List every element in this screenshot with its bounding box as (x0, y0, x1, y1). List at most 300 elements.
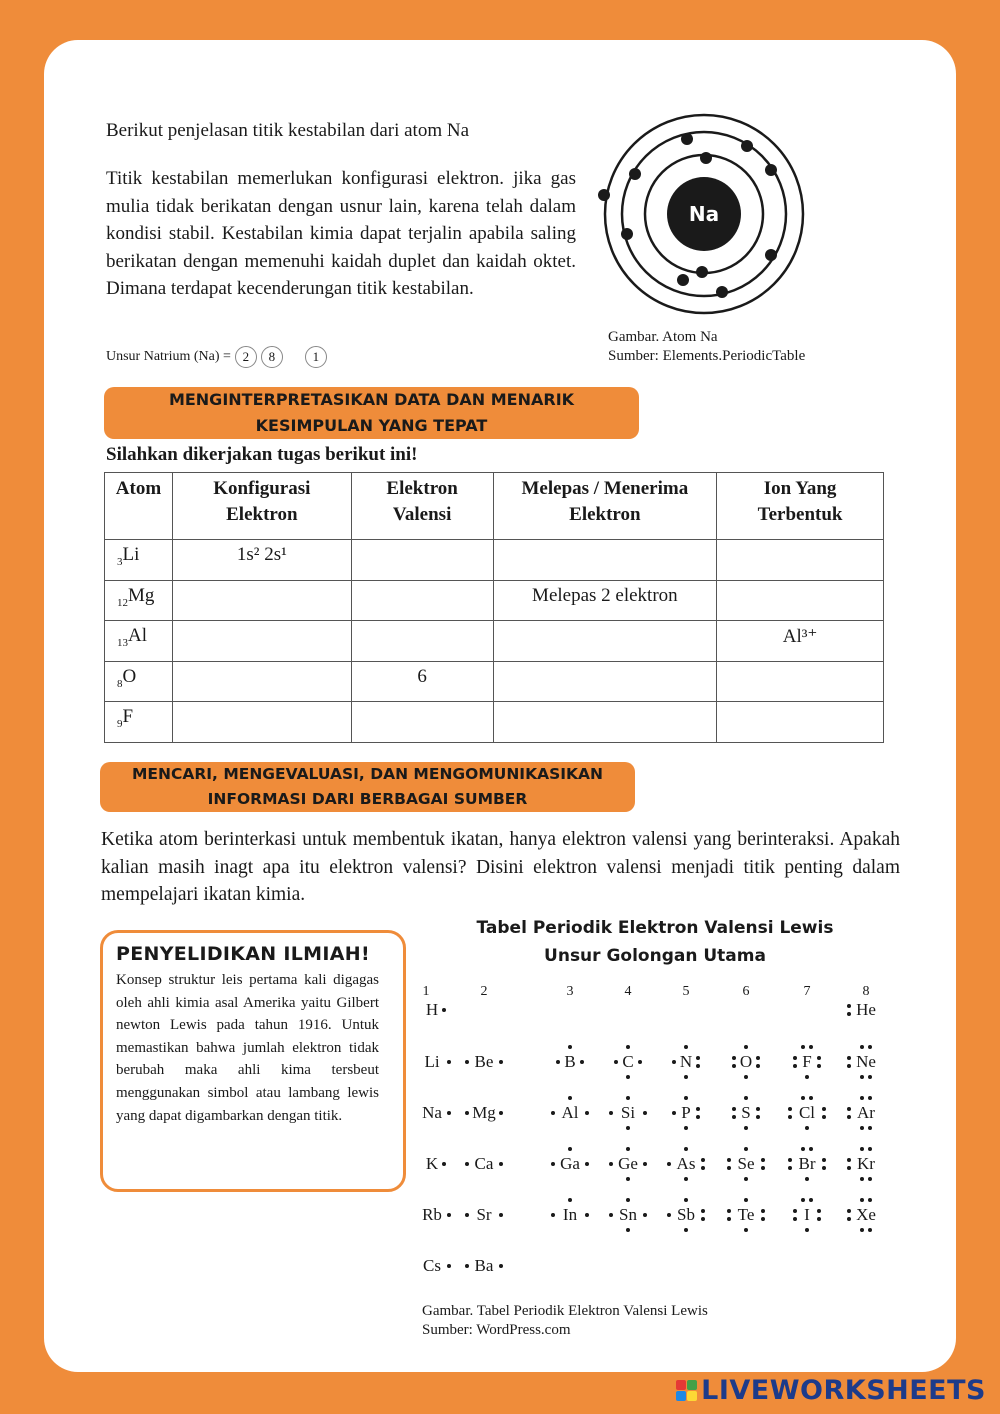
header-atom: Atom (105, 473, 173, 540)
valence-dot (868, 1177, 872, 1181)
valence-dot (860, 1126, 864, 1130)
valence-dot (684, 1147, 688, 1151)
element-symbol: Sb (677, 1205, 695, 1224)
banner-line: KESIMPULAN YANG TEPAT (255, 416, 488, 435)
valence-dot (684, 1075, 688, 1079)
valence-dot (847, 1107, 851, 1111)
lewis-caption-source: Sumber: WordPress.com (422, 1322, 571, 1338)
header-valensi: Elektron Valensi (351, 473, 493, 540)
valence-dot (551, 1162, 555, 1166)
table-row (105, 702, 884, 743)
lewis-element (556, 1045, 584, 1071)
valence-dot (822, 1158, 826, 1162)
lewis-element (732, 1045, 760, 1079)
element-symbol: Rb (422, 1205, 442, 1224)
configuration-label: Unsur Natrium (Na) = (106, 349, 231, 364)
valence-dot (684, 1126, 688, 1130)
valence-dot (551, 1213, 555, 1217)
valence-dot (684, 1228, 688, 1232)
electron (621, 228, 633, 240)
element-symbol: Si (620, 1103, 636, 1122)
element-symbol: I (804, 1205, 810, 1224)
valence-dot (727, 1166, 731, 1170)
valence-dot (868, 1045, 872, 1049)
atom-caption-source: Sumber: Elements.PeriodicTable (608, 348, 806, 364)
valence-dot (761, 1217, 765, 1221)
table-row (105, 661, 884, 702)
atom-cell: $_9$F (105, 702, 173, 743)
valence-dot (727, 1158, 731, 1162)
valence-dot (788, 1166, 792, 1170)
element-symbol: Cl (798, 1103, 816, 1122)
konfigurasi-cell[interactable] (172, 621, 351, 662)
logo-text: LIVEWORKSHEETS (701, 1375, 986, 1406)
lewis-table-title: Tabel Periodik Elektron Valensi Lewis Unsur Golongan Utama (476, 918, 834, 966)
valence-dot (667, 1162, 671, 1166)
lewis-element (847, 1045, 880, 1079)
lewis-element (423, 1256, 451, 1275)
valence-dot (609, 1213, 613, 1217)
element-symbol: P (681, 1103, 691, 1122)
electron-table (104, 472, 884, 743)
valence-dot (732, 1064, 736, 1068)
lewis-element (551, 1147, 589, 1173)
header-melepas: Melepas / Menerima Elektron (493, 473, 717, 540)
element-symbol: As (676, 1154, 696, 1173)
element-symbol: Li (424, 1052, 440, 1071)
valence-dot (817, 1217, 821, 1221)
penyelidikan-body: Konsep struktur leis pertama kali digagas oleh ahli kimia asal Amerika yaitu Gilbert newton Lewis pada tahun 1916. Untuk memastikan bahwa jumlah elektron tidak berubah maka ahli kima tersbeut menggunakan simbol atau lambang lewis yang dapat digambarkan dengan titik. (116, 972, 379, 1124)
valence-dot (442, 1162, 446, 1166)
valence-dot (626, 1045, 630, 1049)
valence-dot (793, 1056, 797, 1060)
valence-dot (756, 1064, 760, 1068)
valence-dot (847, 1012, 851, 1016)
valence-dot (788, 1115, 792, 1119)
valence-dot (465, 1162, 469, 1166)
lewis-element (465, 1205, 503, 1224)
konfigurasi-cell[interactable] (172, 702, 351, 743)
lewis-element (465, 1103, 503, 1122)
lewis-element (727, 1147, 765, 1181)
valence-dot (442, 1008, 446, 1012)
table-row (105, 621, 884, 662)
valence-dot (761, 1209, 765, 1213)
valence-dot (643, 1162, 647, 1166)
element-symbol: Al (561, 1103, 579, 1122)
valence-paragraph: Ketika atom berinterkasi untuk membentuk ikatan, hanya elektron valensi yang berinteraksi. Apakah kalian masih inagt apa itu elektron valensi? Disini elektron valensi menjadi titik penting dalam mempelajari ikatan kimia. (101, 829, 900, 906)
lewis-element (422, 1205, 451, 1224)
valence-dot (672, 1111, 676, 1115)
element-symbol: Xe (856, 1205, 876, 1224)
banner-line: MENCARI, MENGEVALUASI, DAN MENGOMUNIKASIKAN (131, 765, 603, 783)
atom-caption (608, 328, 805, 366)
valence-dot (756, 1056, 760, 1060)
valence-dot (761, 1158, 765, 1162)
group-number-label: 5 (682, 984, 690, 999)
melepas-cell[interactable]: Melepas 2 elektron (493, 580, 717, 621)
valence-dot (568, 1096, 572, 1100)
lewis-element (424, 1052, 451, 1071)
valensi-cell[interactable]: 6 (351, 661, 493, 702)
group-number-label: 2 (480, 984, 488, 999)
electron (741, 140, 753, 152)
liveworksheets-logo (676, 1375, 986, 1406)
group-number-label: 6 (742, 984, 750, 999)
lewis-element (847, 1000, 876, 1019)
valence-dot (580, 1060, 584, 1064)
electron (765, 164, 777, 176)
valence-dot (805, 1075, 809, 1079)
banner-line: MENGINTERPRETASIKAN DATA DAN MENARIK (168, 390, 575, 409)
valence-dot (817, 1209, 821, 1213)
valence-dot (868, 1126, 872, 1130)
lewis-element (732, 1096, 760, 1130)
valence-dot (643, 1111, 647, 1115)
valence-dot (860, 1177, 864, 1181)
element-symbol: F (802, 1052, 812, 1071)
valence-dot (788, 1158, 792, 1162)
valence-dot (809, 1198, 813, 1202)
valence-dot (744, 1228, 748, 1232)
atom-cell: $_{13}$Al (105, 621, 173, 662)
atom-caption-title: Gambar. Atom Na (608, 329, 718, 345)
valence-dot (860, 1228, 864, 1232)
penyelidikan-title: PENYELIDIKAN ILMIAH! (116, 943, 370, 965)
valence-dot (672, 1060, 676, 1064)
valence-dot (696, 1064, 700, 1068)
atom-cell: $_8$O (105, 661, 173, 702)
lewis-element (551, 1096, 589, 1122)
valence-dot (822, 1115, 826, 1119)
valence-dot (822, 1166, 826, 1170)
element-symbol: Mg (472, 1103, 496, 1122)
logo-cube (676, 1391, 686, 1401)
lewis-element (551, 1198, 589, 1224)
valence-dot (756, 1115, 760, 1119)
ion-cell[interactable]: Al³⁺ (717, 621, 884, 662)
ion-cell[interactable] (717, 702, 884, 743)
valence-dot (744, 1147, 748, 1151)
valence-dot (585, 1213, 589, 1217)
valence-dot (696, 1115, 700, 1119)
valence-dot (793, 1209, 797, 1213)
valence-dot (868, 1075, 872, 1079)
lewis-element (426, 1000, 446, 1019)
shell-1-count: 2 (235, 346, 257, 368)
element-symbol: In (562, 1205, 578, 1224)
valence-dot (701, 1209, 705, 1213)
konfigurasi-cell[interactable] (172, 580, 351, 621)
valence-dot (499, 1213, 503, 1217)
valence-dot (499, 1111, 503, 1115)
logo-cube (687, 1380, 697, 1390)
valence-dot (860, 1096, 864, 1100)
lewis-element (793, 1198, 821, 1232)
lewis-element (672, 1096, 700, 1130)
shell-3-count: 1 (305, 346, 327, 368)
lewis-element (727, 1198, 765, 1232)
element-symbol: Ba (474, 1256, 494, 1275)
element-symbol: C (622, 1052, 634, 1071)
lewis-element (609, 1198, 647, 1232)
valence-dot (465, 1213, 469, 1217)
valence-dot (499, 1060, 503, 1064)
nucleus-symbol: Na (688, 202, 720, 226)
lewis-element (667, 1147, 705, 1181)
valence-dot (847, 1217, 851, 1221)
electron (598, 189, 610, 201)
valence-dot (868, 1198, 872, 1202)
sodium-atom-diagram (596, 112, 810, 318)
valence-dot (696, 1107, 700, 1111)
valence-dot (793, 1064, 797, 1068)
melepas-cell[interactable] (493, 621, 717, 662)
valence-dot (638, 1060, 642, 1064)
header-konfigurasi: Konfigurasi Elektron (172, 473, 351, 540)
valence-dot (568, 1198, 572, 1202)
valence-dot (847, 1056, 851, 1060)
element-symbol: He (856, 1000, 876, 1019)
valence-dot (805, 1177, 809, 1181)
valence-dot (684, 1045, 688, 1049)
valence-dot (744, 1096, 748, 1100)
melepas-cell[interactable] (493, 540, 717, 581)
shell-2-count: 8 (261, 346, 283, 368)
valence-dot (696, 1056, 700, 1060)
valence-dot (643, 1213, 647, 1217)
element-symbol: Ca (474, 1154, 494, 1173)
valence-dot (809, 1096, 813, 1100)
lewis-element (667, 1198, 705, 1232)
valence-dot (626, 1198, 630, 1202)
task-instruction: Silahkan dikerjakan tugas berikut ini! (106, 444, 418, 465)
valence-dot (465, 1060, 469, 1064)
lewis-dot-table (420, 975, 880, 1290)
lewis-element (422, 1103, 451, 1122)
lewis-element (847, 1096, 880, 1130)
valence-dot (465, 1111, 469, 1115)
table-row (105, 540, 884, 581)
intro-title: Berikut penjelasan titik kestabilan dari atom Na (106, 120, 470, 141)
valence-dot (684, 1198, 688, 1202)
valence-dot (847, 1064, 851, 1068)
valence-dot (744, 1126, 748, 1130)
valence-dot (801, 1147, 805, 1151)
valence-dot (684, 1096, 688, 1100)
melepas-cell[interactable] (493, 702, 717, 743)
valensi-cell[interactable] (351, 621, 493, 662)
valence-dot (793, 1217, 797, 1221)
melepas-cell[interactable] (493, 661, 717, 702)
lewis-element (788, 1147, 826, 1181)
logo-cubes-icon (676, 1380, 697, 1401)
element-symbol: Sn (619, 1205, 637, 1224)
valence-dot (860, 1045, 864, 1049)
valence-dot (805, 1228, 809, 1232)
valence-dot (626, 1126, 630, 1130)
valence-dot (585, 1162, 589, 1166)
atom-cell: $_3$Li (105, 540, 173, 581)
valence-dot (801, 1198, 805, 1202)
valence-dot (847, 1209, 851, 1213)
valence-dot (465, 1264, 469, 1268)
element-symbol: Cs (423, 1256, 441, 1275)
ion-cell[interactable] (717, 540, 884, 581)
lewis-element (788, 1096, 826, 1130)
lewis-element (847, 1198, 880, 1232)
konfigurasi-cell[interactable]: 1s² 2s¹ (172, 540, 351, 581)
valence-dot (684, 1177, 688, 1181)
valence-dot (556, 1060, 560, 1064)
lewis-element (614, 1045, 642, 1079)
valence-dot (499, 1264, 503, 1268)
lewis-element (465, 1256, 503, 1275)
lewis-element (465, 1154, 503, 1173)
lewis-caption-title: Gambar. Tabel Periodik Elektron Valensi Lewis (422, 1303, 708, 1319)
logo-cube (676, 1380, 686, 1390)
valence-dot (667, 1213, 671, 1217)
element-symbol: B (564, 1052, 576, 1071)
valence-dot (727, 1217, 731, 1221)
table-row (105, 580, 884, 621)
ion-cell[interactable] (717, 661, 884, 702)
valence-dot (626, 1177, 630, 1181)
lewis-element (847, 1147, 880, 1181)
valence-dot (788, 1107, 792, 1111)
valence-dot (447, 1111, 451, 1115)
valence-dot (732, 1107, 736, 1111)
valence-dot (860, 1198, 864, 1202)
valence-dot (744, 1198, 748, 1202)
element-symbol: S (741, 1103, 751, 1122)
valence-dot (609, 1111, 613, 1115)
valence-dot (626, 1096, 630, 1100)
valence-dot (744, 1075, 748, 1079)
valence-dot (817, 1064, 821, 1068)
valence-dot (805, 1126, 809, 1130)
valence-dot (756, 1107, 760, 1111)
valence-dot (868, 1228, 872, 1232)
penyelidikan-box (100, 930, 406, 1192)
valence-dot (761, 1166, 765, 1170)
konfigurasi-cell[interactable] (172, 661, 351, 702)
lewis-element (426, 1154, 446, 1173)
valence-dot (626, 1147, 630, 1151)
valence-dot (847, 1004, 851, 1008)
valence-dot (585, 1111, 589, 1115)
valence-dot (701, 1158, 705, 1162)
element-symbol: Se (737, 1154, 755, 1173)
valence-dot (744, 1045, 748, 1049)
header-ion: Ion Yang Terbentuk (717, 473, 884, 540)
lewis-element (793, 1045, 821, 1079)
valence-dot (626, 1075, 630, 1079)
valence-dot (860, 1147, 864, 1151)
valence-dot (847, 1115, 851, 1119)
valence-dot (868, 1147, 872, 1151)
valence-dot (499, 1162, 503, 1166)
element-symbol: N (679, 1052, 693, 1071)
electron (696, 266, 708, 278)
electron (700, 152, 712, 164)
valence-dot (809, 1147, 813, 1151)
group-number-label: 8 (862, 984, 870, 999)
electron (681, 133, 693, 145)
element-symbol: Ge (618, 1154, 638, 1173)
valence-dot (744, 1177, 748, 1181)
valence-dot (568, 1147, 572, 1151)
electron (716, 286, 728, 298)
sodium-configuration (106, 346, 327, 368)
valence-dot (609, 1162, 613, 1166)
valensi-cell[interactable] (351, 702, 493, 743)
lewis-element (465, 1052, 503, 1071)
valence-dot (626, 1228, 630, 1232)
group-number-label: 4 (624, 984, 632, 999)
element-symbol: Ne (856, 1052, 876, 1071)
valence-dot (822, 1107, 826, 1111)
section-banner-mencari (100, 762, 635, 812)
valence-dot (727, 1209, 731, 1213)
valence-dot (801, 1096, 805, 1100)
element-symbol: H (425, 1000, 439, 1019)
valence-dot (701, 1166, 705, 1170)
group-number-label: 3 (566, 984, 574, 999)
valence-dot (732, 1115, 736, 1119)
element-symbol: Sr (476, 1205, 492, 1224)
lewis-element (672, 1045, 700, 1079)
element-symbol: Br (798, 1154, 816, 1173)
atom-cell: $_{12}$Mg (105, 580, 173, 621)
element-symbol: Na (422, 1103, 442, 1122)
valence-dot (860, 1075, 864, 1079)
element-symbol: K (425, 1154, 439, 1173)
valence-dot (809, 1045, 813, 1049)
electron (629, 168, 641, 180)
lewis-element (609, 1096, 647, 1130)
valence-dot (801, 1045, 805, 1049)
valence-dot (817, 1056, 821, 1060)
logo-cube (687, 1391, 697, 1401)
valensi-cell[interactable] (351, 540, 493, 581)
section-banner-interpretasi (104, 387, 639, 439)
ion-cell[interactable] (717, 580, 884, 621)
lewis-element (609, 1147, 647, 1181)
element-symbol: Kr (857, 1154, 875, 1173)
electron (765, 249, 777, 261)
valence-dot (847, 1158, 851, 1162)
element-symbol: Ga (560, 1154, 580, 1173)
banner-line: INFORMASI DARI BERBAGAI SUMBER (207, 790, 528, 808)
valence-dot (447, 1060, 451, 1064)
valence-dot (732, 1056, 736, 1060)
element-symbol: Ar (857, 1103, 875, 1122)
element-symbol: Be (474, 1052, 494, 1071)
valensi-cell[interactable] (351, 580, 493, 621)
intro-paragraph: Titik kestabilan memerlukan konfigurasi elektron. jika gas mulia tidak berikatan dengan usnur lain, karena telah dalam kondisi stabil. Kestabilan kimia dapat terjalin apabila saling berikatan dengan memenuhi kaidah duplet dan kaidah oktet. Dimana terdapat kecenderungan titik kestabilan. (106, 168, 576, 300)
valence-dot (847, 1166, 851, 1170)
group-number-label: 7 (803, 984, 811, 999)
table-header-row (105, 473, 884, 540)
valence-dot (614, 1060, 618, 1064)
electron (677, 274, 689, 286)
group-number-label: 1 (422, 984, 430, 999)
valence-dot (568, 1045, 572, 1049)
lewis-caption (422, 1302, 708, 1340)
valence-dot (447, 1213, 451, 1217)
element-symbol: Te (737, 1205, 755, 1224)
